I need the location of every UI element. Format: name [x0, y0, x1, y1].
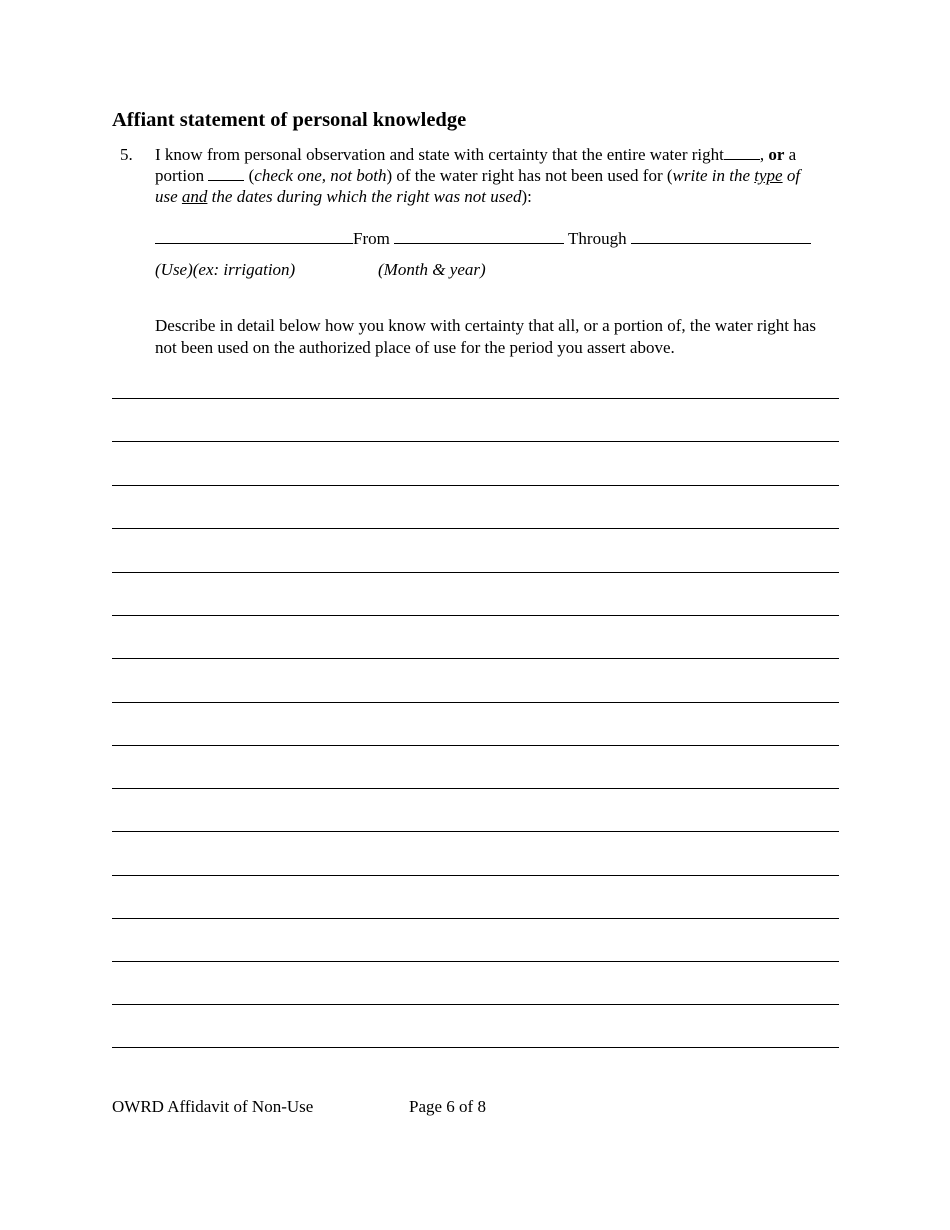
- item-number: 5.: [120, 145, 133, 164]
- instruction-text-1: write in the: [672, 166, 755, 185]
- instruction-text-3: the dates during which the right was not used: [207, 187, 522, 206]
- description-line[interactable]: [112, 788, 839, 789]
- instruction-text-2: of use: [155, 166, 801, 206]
- use-caption: (Use)(ex: irrigation): [155, 260, 296, 279]
- instruction-type: type: [754, 166, 783, 185]
- description-line[interactable]: [112, 702, 839, 703]
- describe-instructions: Describe in detail below how you know with certainty that all, or a portion of, the water right has not been used on the authorized place of use for the period you assert above.: [155, 316, 816, 357]
- description-line[interactable]: [112, 572, 839, 573]
- description-line[interactable]: [112, 485, 839, 486]
- statement-text-1: I know from personal observation and state with certainty that the entire water right: [155, 145, 724, 164]
- description-line[interactable]: [112, 658, 839, 659]
- description-line[interactable]: [112, 528, 839, 529]
- through-label: Through: [568, 229, 627, 248]
- from-label: From: [353, 229, 390, 248]
- description-line[interactable]: [112, 961, 839, 962]
- statement-comma: ,: [759, 145, 765, 164]
- statement-text-5: ) of the water right has not been used for (: [386, 166, 673, 185]
- description-line[interactable]: [112, 875, 839, 876]
- date-caption: (Month & year): [378, 260, 486, 279]
- description-line[interactable]: [112, 615, 839, 616]
- section-heading: Affiant statement of personal knowledge: [112, 109, 467, 131]
- description-line[interactable]: [112, 918, 839, 919]
- description-line[interactable]: [112, 831, 839, 832]
- description-lines[interactable]: [112, 0, 839, 1230]
- description-line[interactable]: [112, 745, 839, 746]
- statement-text-3: a portion: [155, 145, 797, 185]
- footer-form-name: OWRD Affidavit of Non-Use: [112, 1097, 314, 1116]
- description-line[interactable]: [112, 1047, 839, 1048]
- description-line[interactable]: [112, 398, 839, 399]
- statement-text-4: (: [244, 166, 255, 185]
- check-note: check one, not both: [254, 166, 387, 185]
- description-line[interactable]: [112, 441, 839, 442]
- description-line[interactable]: [112, 1004, 839, 1005]
- statement-text-6: ):: [521, 187, 532, 206]
- instruction-and: and: [181, 187, 208, 206]
- or-label: or: [768, 145, 785, 164]
- footer-page-number: Page 6 of 8: [409, 1097, 486, 1116]
